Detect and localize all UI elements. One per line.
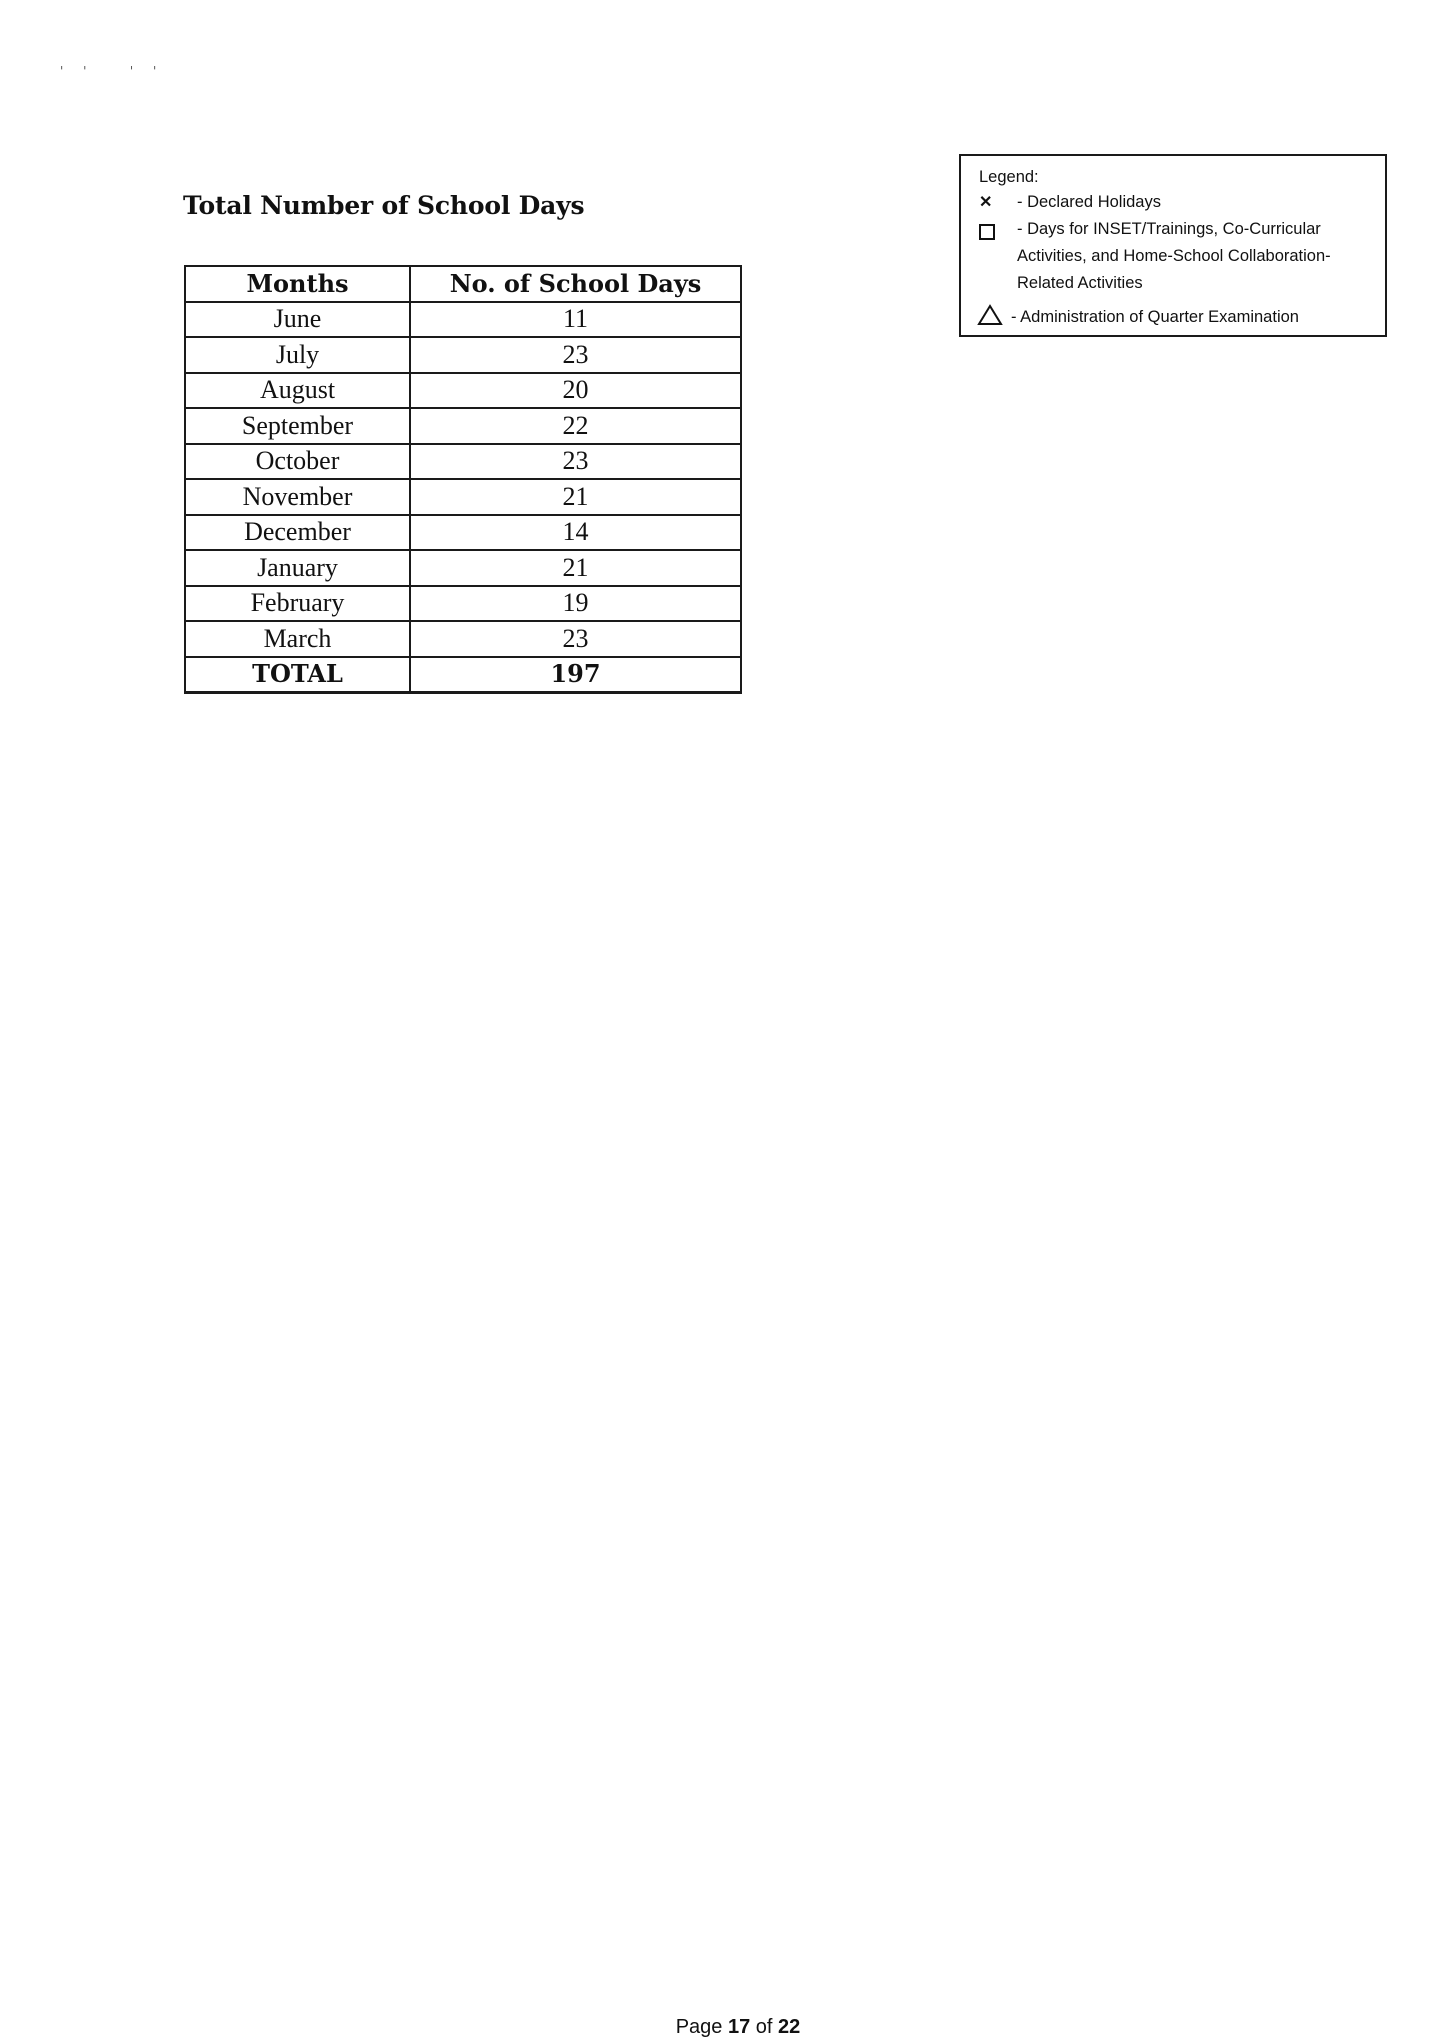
days-cell: 11	[410, 302, 741, 338]
month-cell: December	[185, 515, 410, 551]
legend-item-inset: - Days for INSET/Trainings, Co-Curricular Activities, and Home-School Collaboration-Related Activities	[1017, 220, 1331, 292]
legend-item-holidays: - Declared Holidays	[1017, 193, 1161, 211]
table-row	[185, 337, 741, 373]
days-cell: 23	[410, 621, 741, 657]
table-row	[185, 408, 741, 444]
month-cell: October	[185, 444, 410, 480]
month-cell: September	[185, 408, 410, 444]
days-cell: 14	[410, 515, 741, 551]
current-page-number: 17	[727, 2016, 751, 2038]
days-cell: 20	[410, 373, 741, 409]
table-row	[185, 550, 741, 586]
days-cell: 21	[410, 550, 741, 586]
days-cell: 23	[410, 444, 741, 480]
days-cell: 23	[410, 337, 741, 373]
legend-box	[959, 154, 1387, 337]
table-row	[185, 586, 741, 622]
x-mark-icon: ✕	[979, 194, 993, 211]
table-total-row	[185, 657, 741, 693]
triangle-icon	[977, 304, 1003, 326]
table-row	[185, 621, 741, 657]
table-row	[185, 515, 741, 551]
school-days-table	[184, 265, 742, 694]
table-row	[185, 302, 741, 338]
page-title: Total Number of School Days	[183, 191, 585, 220]
scan-specks: ' ' ' '	[60, 64, 165, 78]
days-cell: 21	[410, 479, 741, 515]
table-header-row	[185, 266, 741, 302]
month-cell: February	[185, 586, 410, 622]
column-header-days: No. of School Days	[410, 266, 741, 302]
of-word: of	[755, 2016, 773, 2038]
days-cell: 19	[410, 586, 741, 622]
month-cell: August	[185, 373, 410, 409]
table-row	[185, 444, 741, 480]
square-icon	[979, 224, 995, 240]
days-cell: 22	[410, 408, 741, 444]
month-cell: June	[185, 302, 410, 338]
month-cell: November	[185, 479, 410, 515]
table-row	[185, 373, 741, 409]
page-word: Page	[675, 2016, 723, 2038]
month-cell: March	[185, 621, 410, 657]
month-cell: January	[185, 550, 410, 586]
page-footer	[0, 2016, 1440, 2039]
total-page-number: 22	[778, 2016, 801, 2038]
total-label-cell: TOTAL	[185, 657, 410, 693]
total-days-cell: 197	[410, 657, 741, 693]
table-row	[185, 479, 741, 515]
legend-item-exam: - Administration of Quarter Examination	[1011, 308, 1299, 326]
month-cell: July	[185, 337, 410, 373]
legend-title: Legend:	[979, 168, 1039, 186]
column-header-months: Months	[185, 266, 410, 302]
